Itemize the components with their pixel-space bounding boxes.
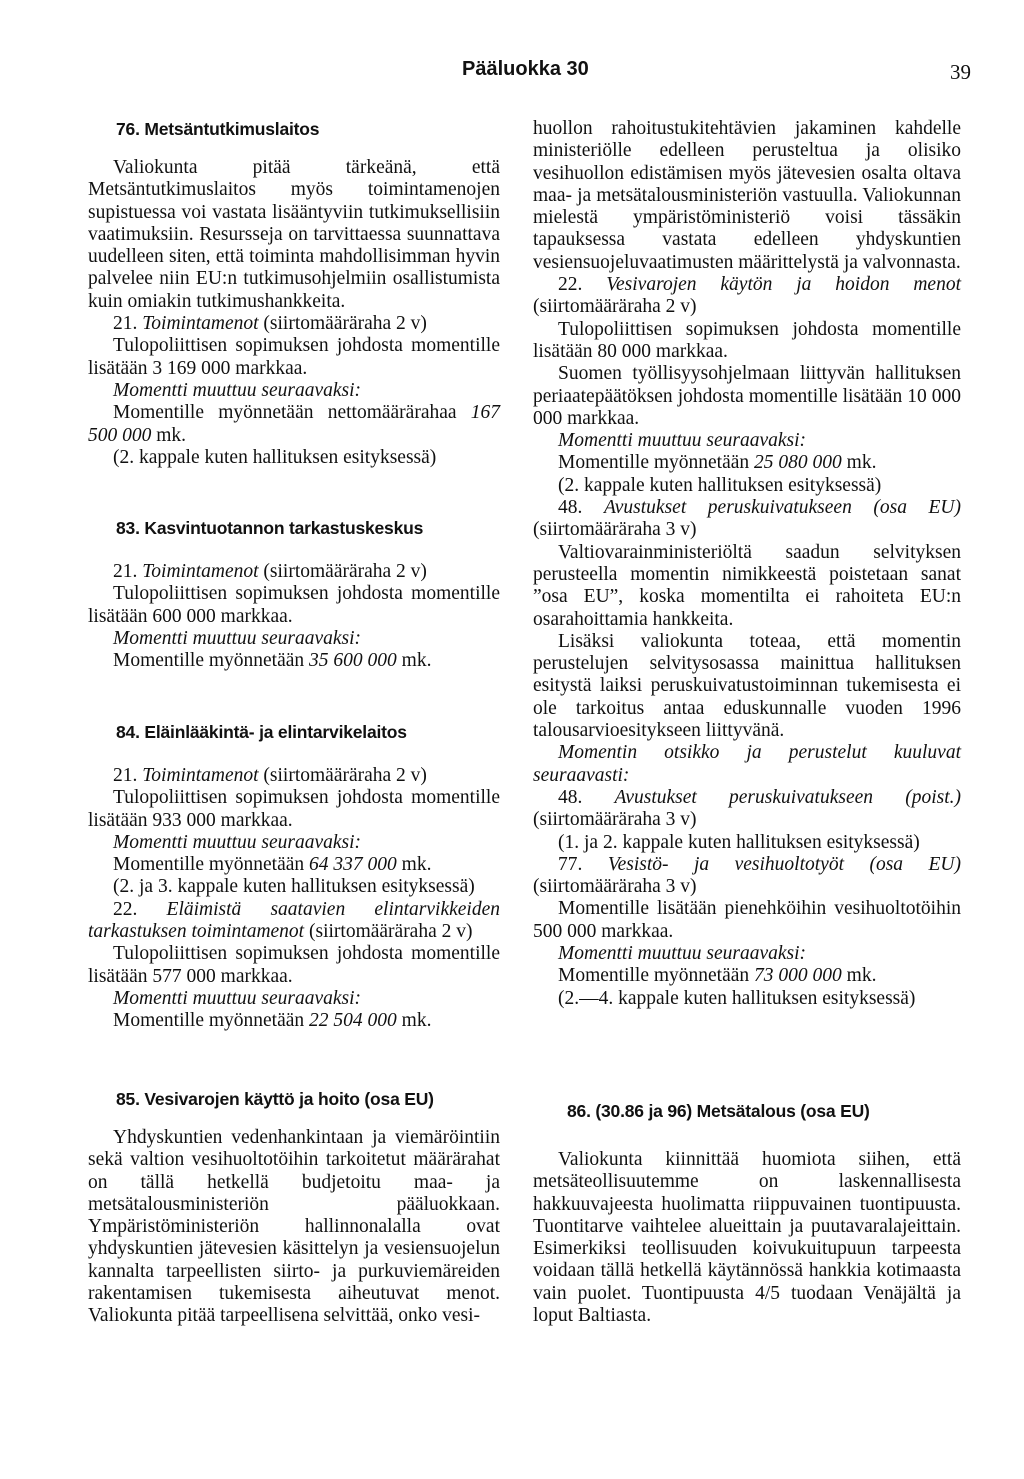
appropriation-21 bbox=[88, 313, 500, 335]
grant-unit: mk. bbox=[156, 424, 187, 446]
grant-amount: 22 504 000 bbox=[309, 1010, 397, 1032]
item-name: Avustukset peruskuivatukseen bbox=[614, 786, 874, 808]
section-heading: 76. Metsäntutkimuslaitos bbox=[116, 119, 320, 139]
section-heading: 86. (30.86 ja 96) Metsätalous (osa EU) bbox=[567, 1101, 870, 1121]
grant-text: Momentille myönnetään bbox=[558, 965, 750, 987]
section-84 bbox=[88, 721, 500, 743]
item-type: (siirtomääräraha 2 v) bbox=[533, 296, 697, 318]
grant-text: Momentille myönnetään bbox=[113, 854, 305, 876]
section-76-body bbox=[88, 157, 500, 469]
item-number: 77. bbox=[558, 853, 583, 875]
paragraph: Tulopoliittisen sopimuksen johdosta momentille lisätään 3 169 000 markkaa. bbox=[88, 335, 500, 379]
grant-amount: 25 080 000 bbox=[754, 452, 842, 474]
note: (2.—4. kappale kuten hallituksen esityksessä) bbox=[558, 987, 916, 1009]
appropriation-22 bbox=[88, 899, 500, 944]
change-label: Momentti muuttuu seuraavaksi: bbox=[558, 430, 807, 452]
section-76 bbox=[88, 118, 500, 140]
section-heading: 84. Eläinlääkintä- ja elintarvikelaitos bbox=[116, 722, 407, 742]
item-name: Toimintamenot bbox=[142, 313, 259, 335]
section-heading: 85. Vesivarojen käyttö ja hoito (osa EU) bbox=[116, 1089, 434, 1109]
item-number: 21. bbox=[113, 561, 138, 582]
appropriation-48 bbox=[533, 497, 961, 542]
grant-line bbox=[88, 854, 500, 876]
paragraph: Tulopoliittisen sopimuksen johdosta momentille lisätään 577 000 markkaa. bbox=[88, 943, 500, 987]
paragraph: Valiokunta pitää tärkeänä, että Metsäntutkimuslaitos myös toimintamenojen supistuessa voi vastata lisääntyviin tutkimuksellisiin vaatimuksiin. Resursseja on tarvittaessa suunnattava uudelleen siten, että toiminta mahdollisimman hyvin palvelee niin EU:n tutkimusohjelmiin osallistumista kuin omiakin tutkimushankkeita. bbox=[88, 157, 500, 312]
section-83 bbox=[88, 517, 500, 539]
grant-unit: mk. bbox=[846, 965, 877, 987]
grant-text: Momentille myönnetään bbox=[558, 452, 750, 474]
appropriation-22 bbox=[533, 274, 961, 319]
section-83-body bbox=[88, 561, 500, 672]
paragraph: Momentille lisätään pienehköihin vesihuoltotöihin 500 000 markkaa. bbox=[533, 898, 961, 942]
item-type: (siirtomääräraha 3 v) bbox=[533, 519, 697, 541]
section-85 bbox=[88, 1088, 500, 1110]
appropriation-21 bbox=[88, 561, 500, 583]
paragraph: Lisäksi valiokunta toteaa, että momentin perustelujen selvitysosassa mainittua hallituksen esitystä laiksi peruskuivatustoiminnan tukemisesta ei ole tarkoitus antaa eduskunnalle vuoden 1996 talousarvioesitykseen liittyvänä. bbox=[533, 630, 961, 742]
paragraph: huollon rahoitustukitehtävien jakaminen kahdelle ministeriölle edelleen perusteltua ja olisiko vesihuollon edistämisen myös jätevesien osalta oltava maa- ja metsätalousministeriön vastuulla. Valiokunnan mielestä ympäristöministeriö voisi tässäkin tapauksessa vastata edelleen yhdyskuntien vesiensuojeluvaatimusten määrittelystä ja valvonnasta. bbox=[533, 118, 961, 273]
grant-line bbox=[88, 650, 500, 672]
section-heading: 83. Kasvintuotannon tarkastuskeskus bbox=[116, 518, 424, 538]
grant-line bbox=[88, 402, 500, 447]
item-type: (siirtomääräraha 3 v) bbox=[533, 809, 697, 831]
item-name: Vesivarojen käytön ja hoidon menot bbox=[606, 274, 962, 296]
note: (2. ja 3. kappale kuten hallituksen esityksessä) bbox=[113, 876, 475, 898]
item-type: (siirtomääräraha 2 v) bbox=[308, 921, 473, 943]
appropriation-48-new bbox=[533, 787, 961, 832]
item-number: 48. bbox=[558, 497, 583, 519]
item-name: Toimintamenot bbox=[142, 561, 259, 582]
item-number: 21. bbox=[113, 765, 138, 786]
item-name: Toimintamenot bbox=[142, 765, 259, 786]
grant-unit: mk. bbox=[401, 854, 432, 876]
change-label: Momentti muuttuu seuraavaksi: bbox=[113, 831, 362, 853]
section-85-continued bbox=[533, 118, 961, 1010]
item-number: 22. bbox=[558, 274, 583, 296]
paragraph: Valtiovarainministeriöltä saadun selvityksen perusteella momentin nimikkeestä poistetaan sanat ”osa EU”, koska momentilta ei rahoiteta EU:n osarahoittamia hankkeita. bbox=[533, 541, 961, 630]
item-number: 21. bbox=[113, 313, 138, 335]
note: (2. kappale kuten hallituksen esityksessä) bbox=[113, 446, 437, 468]
running-head bbox=[0, 58, 1024, 88]
paragraph: Suomen työllisyysohjelmaan liittyvän hallituksen periaatepäätöksen johdosta momentille lisätään 10 000 000 markkaa. bbox=[533, 363, 961, 429]
item-name: Avustukset peruskuivatukseen (osa EU) bbox=[603, 497, 962, 519]
appropriation-21 bbox=[88, 765, 500, 787]
page-number: 39 bbox=[950, 60, 971, 84]
paragraph: Tulopoliittisen sopimuksen johdosta momentille lisätään 80 000 markkaa. bbox=[533, 318, 961, 362]
grant-amount: 167 500 000 bbox=[88, 402, 500, 446]
item-number: 22. bbox=[113, 898, 138, 920]
title-label: Momentin otsikko ja perustelut kuuluvat seuraavasti: bbox=[533, 742, 961, 786]
section-title: Pääluokka 30 bbox=[462, 58, 589, 80]
paragraph: Yhdyskuntien vedenhankintaan ja viemäröintiin sekä valtion vesihuoltotöihin tarkoitetut määrärahat on tällä hetkellä budjetoitu maa- ja metsätalousministeriön pääluokkaan. Ympäristöministeriön hallinnonalalla ovat yhdyskuntien jätevesien käsittelyn ja vesiensuojelun kannalta tarpeellisten siirto- ja purkuviemäreiden rakentamisen tukemisesta aiheutuvat menot. Valiokunta pitää tarpeellisena selvittää, onko vesi- bbox=[88, 1127, 500, 1327]
section-86-body bbox=[533, 1149, 961, 1327]
grant-unit: mk. bbox=[401, 1010, 432, 1032]
item-type: (siirtomääräraha 2 v) bbox=[263, 765, 427, 786]
grant-unit: mk. bbox=[846, 452, 877, 474]
grant-text: Momentille myönnetään bbox=[113, 650, 305, 672]
note: (1. ja 2. kappale kuten hallituksen esityksessä) bbox=[558, 831, 920, 853]
item-type: (siirtomääräraha 2 v) bbox=[263, 313, 427, 335]
change-label: Momentti muuttuu seuraavaksi: bbox=[558, 942, 807, 964]
item-type: (siirtomääräraha 3 v) bbox=[533, 876, 697, 898]
grant-line bbox=[88, 1010, 500, 1032]
grant-line bbox=[533, 452, 961, 474]
grant-amount: 35 600 000 bbox=[309, 650, 397, 672]
change-label: Momentti muuttuu seuraavaksi: bbox=[113, 627, 362, 649]
grant-line bbox=[533, 965, 961, 987]
note: (2. kappale kuten hallituksen esityksessä) bbox=[558, 474, 882, 496]
paragraph: Tulopoliittisen sopimuksen johdosta momentille lisätään 600 000 markkaa. bbox=[88, 583, 500, 627]
section-86 bbox=[533, 1100, 961, 1122]
item-poist: (poist.) bbox=[905, 786, 961, 808]
section-85-body bbox=[88, 1127, 500, 1328]
grant-amount: 64 337 000 bbox=[309, 854, 397, 876]
grant-text: Momentille myönnetään bbox=[113, 1010, 305, 1032]
item-number: 48. bbox=[558, 786, 583, 808]
item-type: (siirtomääräraha 2 v) bbox=[263, 561, 427, 582]
appropriation-77 bbox=[533, 854, 961, 899]
item-name: Eläimistä saatavien elintarvikkeiden tarkastuksen toimintamenot bbox=[88, 898, 500, 943]
grant-amount: 73 000 000 bbox=[754, 965, 842, 987]
change-label: Momentti muuttuu seuraavaksi: bbox=[113, 379, 362, 401]
section-84-body bbox=[88, 765, 500, 1033]
change-label: Momentti muuttuu seuraavaksi: bbox=[113, 987, 362, 1009]
item-name: Vesistö- ja vesihuoltotyöt (osa EU) bbox=[607, 853, 961, 875]
paragraph: Tulopoliittisen sopimuksen johdosta momentille lisätään 933 000 markkaa. bbox=[88, 787, 500, 831]
grant-unit: mk. bbox=[401, 650, 432, 672]
paragraph: Valiokunta kiinnittää huomiota siihen, että metsäteollisuutemme on laskennallisesta hakkuuvajeesta huolimatta riippuvainen tuontipuusta. Tuontitarve vaihtelee alueittain ja puutavaralajeittain. Esimerkiksi teollisuuden koivukuitupuun tarpeesta voidaan tällä hetkellä käytännössä hankkia kotimaasta vain puolet. Tuontipuusta 4/5 tuodaan Venäjältä ja loput Baltiasta. bbox=[533, 1149, 961, 1327]
grant-text: Momentille myönnetään nettomäärärahaa bbox=[113, 402, 457, 424]
